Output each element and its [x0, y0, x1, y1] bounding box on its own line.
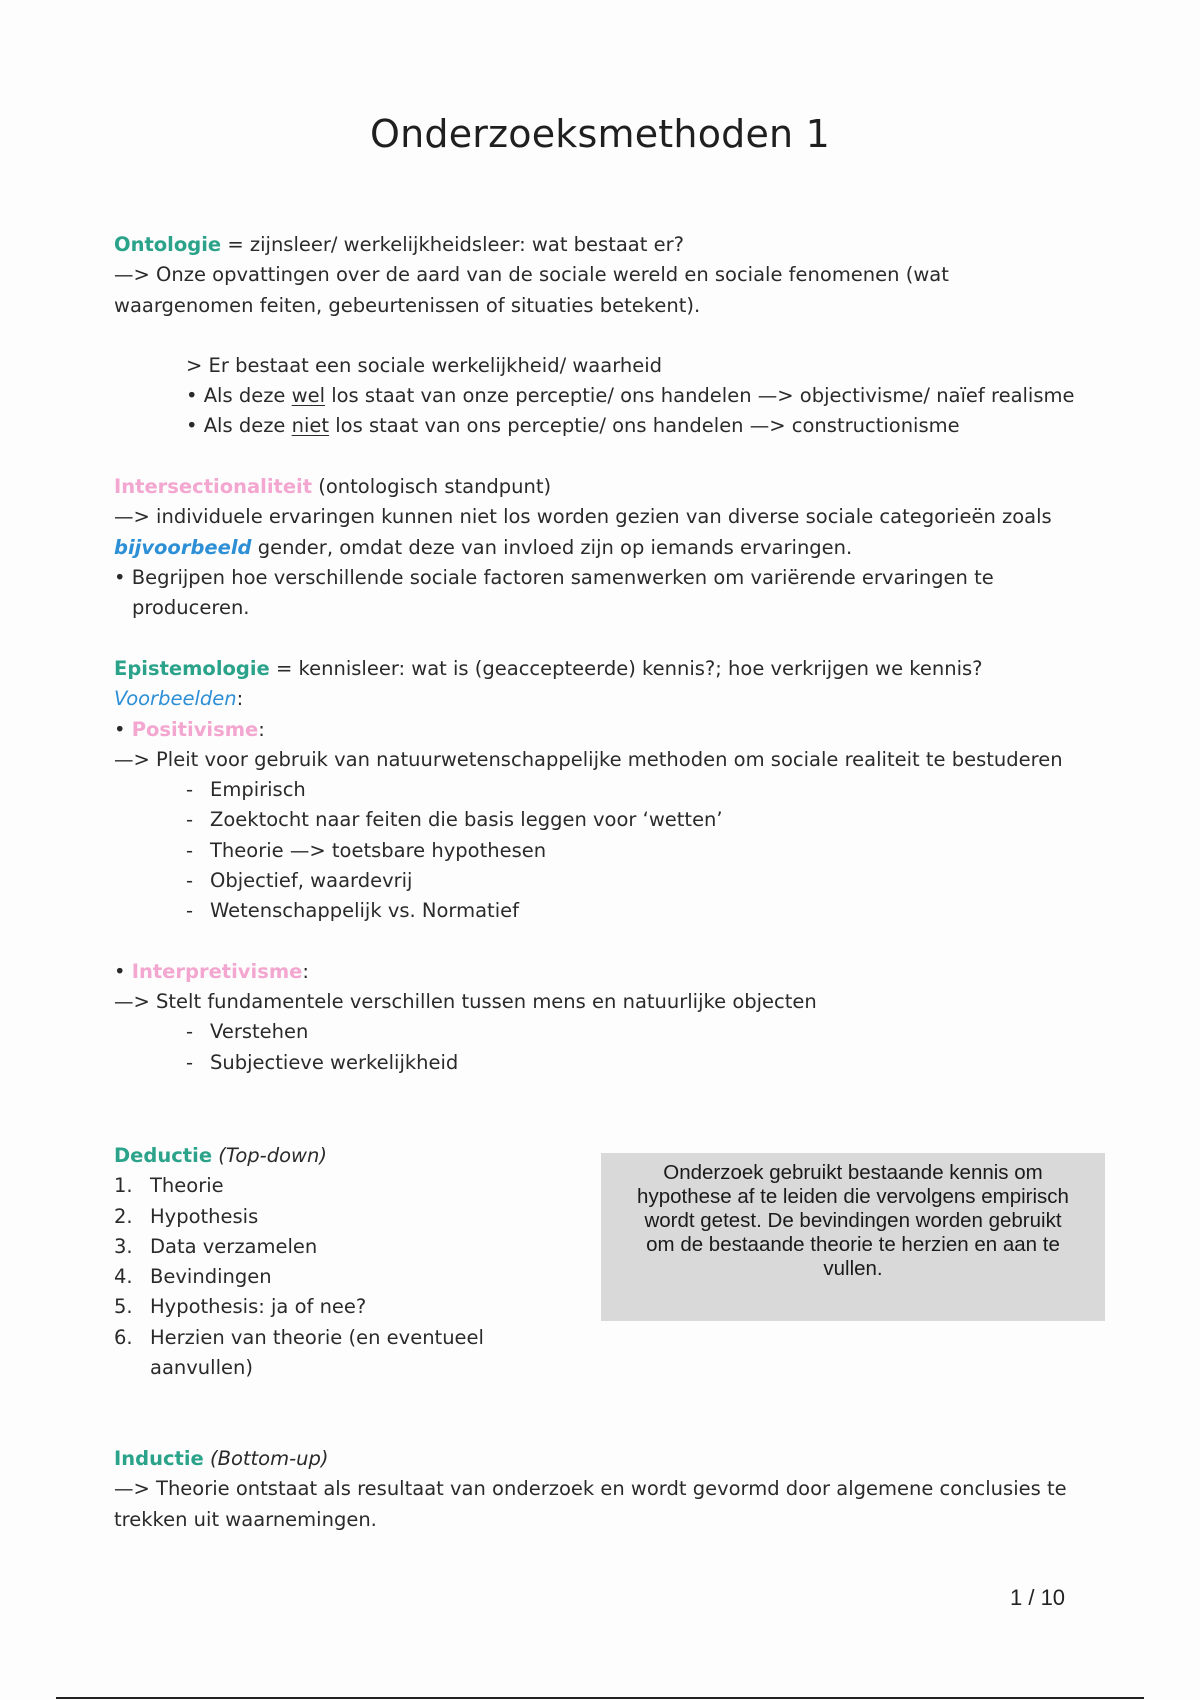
intersectionaliteit-heading: Intersectionaliteit (ontologisch standpunt) — [114, 475, 552, 498]
positivisme-item: - Theorie —> toetsbare hypothesen — [186, 838, 547, 862]
intersectionaliteit-bullet-cont: produceren. — [132, 596, 250, 620]
interpretivisme-list — [114, 1017, 1104, 1078]
ontologie-term: Ontologie — [114, 233, 222, 256]
box-line: vullen. — [823, 1257, 883, 1280]
inductie-text: trekken uit waarnemingen. — [114, 1507, 377, 1531]
box-line: wordt getest. De bevindingen worden gebruikt — [644, 1209, 1062, 1232]
inductie-text: —> Theorie ontstaat als resultaat van onderzoek en wordt gevormd door algemene conclusies te — [114, 1477, 1067, 1501]
intersectionaliteit-text: —> individuele ervaringen kunnen niet los worden gezien van diverse sociale categorieën zoals — [114, 505, 1052, 529]
page-number: 1 / 10 — [1010, 1585, 1066, 1610]
deductie-section — [114, 1141, 594, 1383]
positivisme-item: - Zoektocht naar feiten die basis leggen voor ‘wetten’ — [186, 808, 723, 832]
page-title: Onderzoeksmethoden 1 — [370, 112, 830, 156]
deductie-item-cont: aanvullen) — [150, 1356, 253, 1380]
intersectionaliteit-text: bijvoorbeeld gender, omdat deze van invloed zijn op iemands ervaringen. — [114, 535, 853, 559]
deductie-heading: Deductie (Top-down) — [114, 1144, 327, 1167]
interpretivisme-item: - Subjectieve werkelijkheid — [186, 1050, 459, 1074]
epistemologie-section — [114, 654, 1104, 1078]
voorbeelden-label: Voorbeelden: — [114, 687, 244, 711]
interpretivisme-heading: • Interpretivisme: — [114, 959, 309, 983]
positivisme-item: - Wetenschappelijk vs. Normatief — [186, 899, 519, 923]
deductie-list — [114, 1171, 594, 1353]
ontologie-definition: Ontologie = zijnsleer/ werkelijkheidsleer: wat bestaat er? — [114, 233, 684, 256]
deductie-item: 3. Data verzamelen — [114, 1234, 318, 1258]
box-line: hypothese af te leiden die vervolgens empirisch — [637, 1185, 1069, 1208]
intersectionaliteit-term: Intersectionaliteit — [114, 475, 313, 498]
positivisme-text: —> Pleit voor gebruik van natuurwetenschappelijke methoden om sociale realiteit te bestuderen — [114, 747, 1063, 771]
ontologie-bullet: • Als deze niet los staat van ons perceptie/ ons handelen —> constructionisme — [186, 414, 960, 438]
ontologie-bullet: • Als deze wel los staat van onze perceptie/ ons handelen —> objectivisme/ naïef realisme — [186, 384, 1075, 408]
intersectionaliteit-bullet: • Begrijpen hoe verschillende sociale factoren samenwerken om variërende ervaringen te — [114, 565, 994, 589]
deductie-summary-box — [601, 1153, 1105, 1321]
inductie-term: Inductie — [114, 1447, 204, 1470]
epistemologie-term: Epistemologie — [114, 657, 270, 680]
bottom-divider — [56, 1697, 1144, 1699]
deductie-item: 6. Herzien van theorie (en eventueel — [114, 1325, 484, 1349]
intersectionaliteit-section — [114, 472, 1104, 623]
ontologie-sub: > Er bestaat een sociale werkelijkheid/ waarheid — [186, 353, 663, 377]
ontologie-text: waargenomen feiten, gebeurtenissen of situaties betekent). — [114, 293, 701, 317]
positivisme-item: - Empirisch — [186, 778, 306, 802]
interpretivisme-text: —> Stelt fundamentele verschillen tussen mens en natuurlijke objecten — [114, 989, 817, 1013]
deductie-item: 1. Theorie — [114, 1174, 224, 1198]
inductie-heading: Inductie (Bottom-up) — [114, 1447, 329, 1470]
epistemologie-definition: Epistemologie = kennisleer: wat is (geaccepteerde) kennis?; hoe verkrijgen we kennis? — [114, 657, 983, 680]
positivisme-list — [114, 775, 1104, 926]
box-line: om de bestaande theorie te herzien en aan te — [646, 1233, 1060, 1256]
deductie-item: 5. Hypothesis: ja of nee? — [114, 1295, 367, 1319]
inductie-section — [114, 1444, 1104, 1535]
deductie-item: 2. Hypothesis — [114, 1204, 259, 1228]
ontologie-section — [114, 230, 1104, 442]
deductie-term: Deductie — [114, 1144, 213, 1167]
positivisme-item: - Objectief, waardevrij — [186, 869, 413, 893]
interpretivisme-item: - Verstehen — [186, 1020, 309, 1044]
deductie-item: 4. Bevindingen — [114, 1265, 272, 1289]
positivisme-heading: • Positivisme: — [114, 717, 265, 741]
box-line: Onderzoek gebruikt bestaande kennis om — [663, 1161, 1043, 1184]
ontologie-text: —> Onze opvattingen over de aard van de sociale wereld en sociale fenomenen (wat — [114, 263, 949, 287]
